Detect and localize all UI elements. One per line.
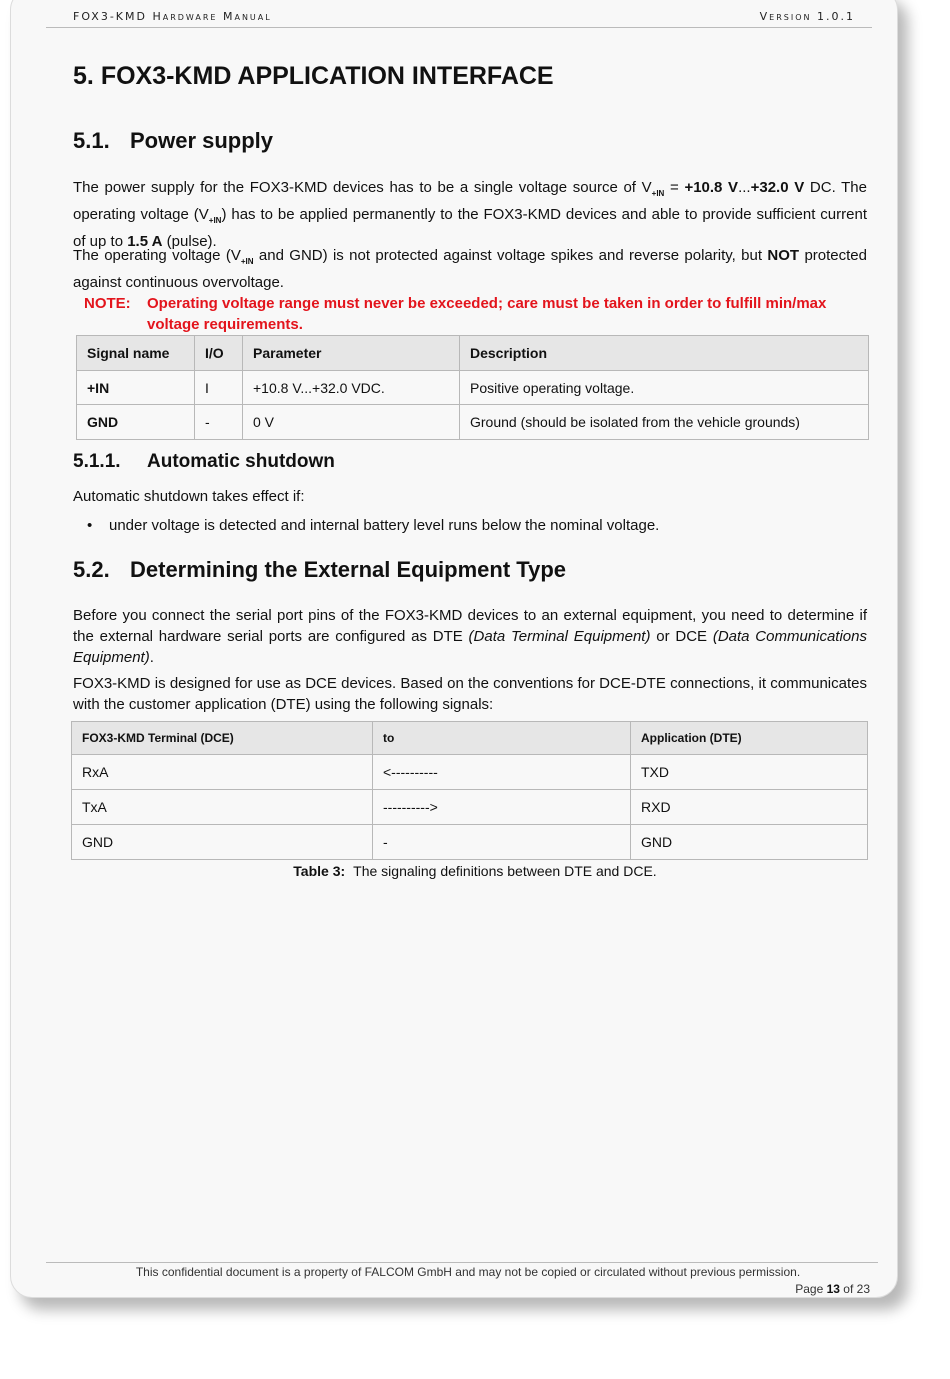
shutdown-intro: Automatic shutdown takes effect if: [73,488,305,505]
page-number: Page 13 of 23 [795,1282,870,1296]
section-5-1-heading: 5.1. Power supply [73,128,274,153]
section-5-2-heading: 5.2. Determining the External Equipment Type [73,557,566,582]
bullet-icon: • [87,517,93,534]
header-rule [46,27,872,28]
dce-paragraph: FOX3-KMD is designed for use as DCE devices. Based on the conventions for DCE-DTE connections, it communicates with the customer application (DTE) using the following signals: [73,675,867,713]
power-signal-table [76,335,869,440]
table-row: TxA ----------> RXD [72,790,868,825]
footer-rule [46,1262,878,1263]
table-header-row: FOX3-KMD Terminal (DCE) to Application (DTE) [72,722,868,755]
section-5-heading: 5. FOX3-KMD APPLICATION INTERFACE [73,62,554,90]
table-row: GND - 0 V Ground (should be isolated from the vehicle grounds) [77,405,869,440]
table-row: +IN I +10.8 V...+32.0 VDC. Positive operating voltage. [77,371,869,405]
table-row: RxA <---------- TXD [72,755,868,790]
note-text: Operating voltage range must never be exceeded; care must be taken in order to fulfill min/max voltage requirements. [147,295,827,333]
header-title: FOX3-KMD Hardware Manual [73,10,272,23]
protection-paragraph: The operating voltage ($V_{+IN}$ and GND) is not protected against voltage spikes and reverse polarity, but NOT protected against continuous overvoltage. [73,247,867,291]
note-label: NOTE: [84,295,131,312]
table-caption: Table 3: The signaling definitions between DTE and DCE. [293,863,657,879]
equipment-type-paragraph: Before you connect the serial port pins of the FOX3-KMD devices to an external equipment, you need to determine if the external hardware serial ports are configured as DTE (Data Terminal Equipment) or DCE (Data Communications Equipment). [73,607,867,666]
confidentiality-footer: This confidential document is a property of FALCOM GmbH and may not be copied or circulated without previous permission. [135,1265,801,1279]
power-supply-paragraph: The power supply for the FOX3-KMD devices has to be a single voltage source of $V_{+IN} = +10.8$ V...+32.0 V DC. The operating voltage $(V_{+IN})$ has to be applied permanently to the FOX3-KMD devices and able to provide sufficient current of up to 1.5 A (pulse). [73,179,867,250]
dce-dte-table [71,721,868,860]
header-version: Version 1.0.1 [759,10,855,23]
shutdown-bullet: under voltage is detected and internal battery level runs below the nominal voltage. [109,517,660,534]
section-5-1-1-heading: 5.1.1. Automatic shutdown [73,451,335,472]
table-header-row: Signal name I/O Parameter Description [77,336,869,371]
table-row: GND - GND [72,825,868,860]
